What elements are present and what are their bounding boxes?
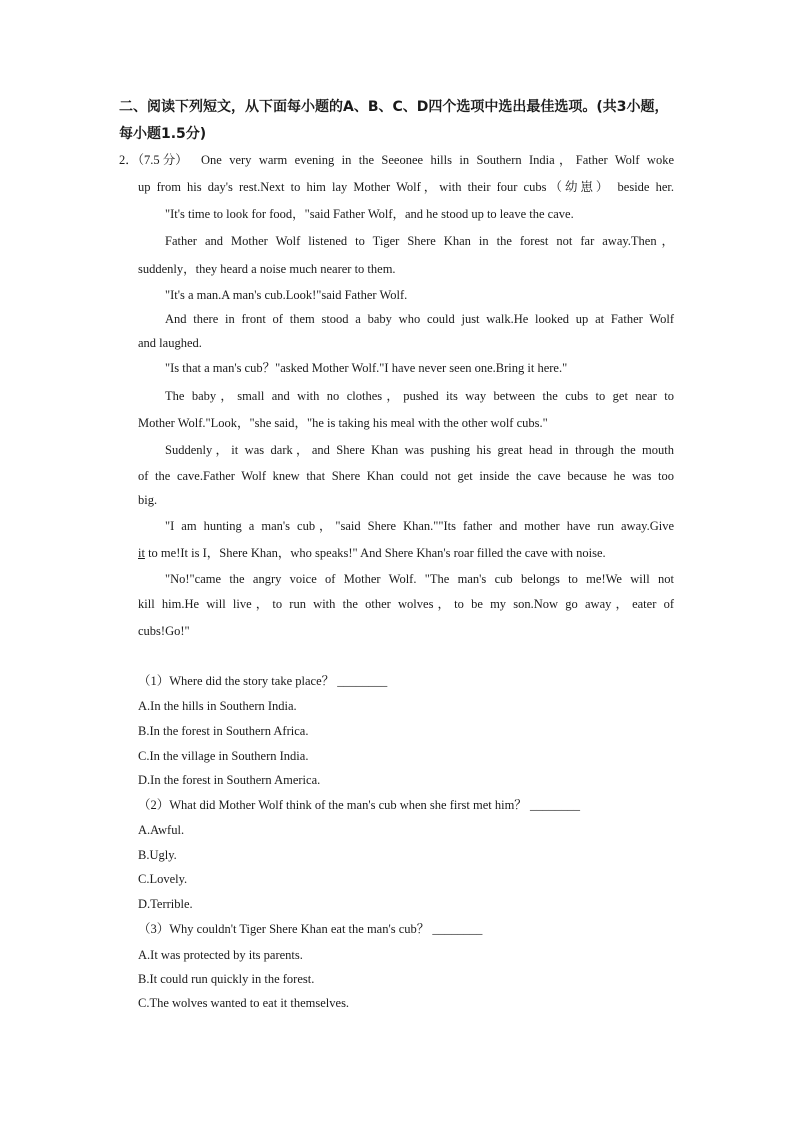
- question-intro-continued: up from his day's rest.Next to him lay Mother Wolf，with their four cubs（幼崽） beside her.: [138, 180, 674, 194]
- answer-blank[interactable]: ________: [432, 922, 483, 936]
- passage-paragraph-7-line-2: of the cave.Father Wolf knew that Shere Khan could not get inside the cave because he was too: [138, 469, 674, 483]
- option-a: A.Awful.: [138, 823, 185, 837]
- sub-question-2-text: （2）What did Mother Wolf think of the man's cub when she first met him？: [138, 798, 527, 812]
- option-a: A.It was protected by its parents.: [138, 948, 303, 962]
- passage-paragraph-9-line-3: cubs!Go!": [138, 624, 190, 638]
- sub-question-2-stem: [138, 797, 580, 813]
- answer-blank[interactable]: ________: [337, 674, 388, 688]
- passage-paragraph-6-line-1: The baby，small and with no clothes，pushed its way between the cubs to get near to: [165, 389, 674, 403]
- option-b: B.Ugly.: [138, 848, 177, 862]
- underlined-word: it: [138, 546, 145, 560]
- option-c: C.In the village in Southern India.: [138, 749, 309, 763]
- sub-question-1-text: （1）Where did the story take place？: [138, 674, 335, 688]
- passage-paragraph-4-line-1: And there in front of them stood a baby who could just walk.He looked up at Father Wolf: [165, 312, 674, 326]
- question-score: （7.5 分）: [137, 153, 188, 167]
- section-heading-line-2: 每小题1.5分): [119, 126, 207, 142]
- answer-blank[interactable]: ________: [529, 798, 580, 812]
- passage-paragraph-7-line-1: Suddenly，it was dark，and Shere Khan was pushing his great head in through the mouth: [165, 443, 674, 457]
- passage-paragraph-6-line-2: Mother Wolf."Look，"she said，"he is taking his meal with the other wolf cubs.": [138, 416, 548, 430]
- passage-paragraph-8-line-2: [138, 545, 606, 561]
- sub-question-1-stem: [138, 673, 387, 689]
- passage-paragraph-8-line-1: "I am hunting a man's cub，"said Shere Khan.""Its father and mother have run away.Give: [165, 519, 674, 533]
- sub-question-3-stem: [138, 921, 482, 937]
- passage-paragraph-8-line-2-rest: to me!It is I，Shere Khan，who speaks!" And Shere Khan's roar filled the cave with noise.: [144, 546, 606, 560]
- question-number-label: 2．: [119, 153, 138, 167]
- passage-paragraph-2-line-2: suddenly，they heard a noise much nearer to them.: [138, 262, 396, 276]
- section-heading-line-1: 二、阅读下列短文，从下面每小题的A、B、C、D四个选项中选出最佳选项。(共3小题，: [119, 99, 669, 115]
- option-c: C.The wolves wanted to eat it themselves.: [138, 996, 350, 1010]
- option-b: B.It could run quickly in the forest.: [138, 972, 315, 986]
- option-c: C.Lovely.: [138, 872, 188, 886]
- option-b: B.In the forest in Southern Africa.: [138, 724, 309, 738]
- option-d: D.In the forest in Southern America.: [138, 773, 321, 787]
- passage-paragraph-2-line-1: Father and Mother Wolf listened to Tiger Shere Khan in the forest not far away.Then，: [165, 234, 674, 248]
- passage-paragraph-4-line-2: and laughed.: [138, 336, 202, 350]
- passage-paragraph-9-line-2: kill him.He will live，to run with the other wolves，to be my son.Now go away，eater of: [138, 597, 674, 611]
- passage-paragraph-7-line-3: big.: [138, 493, 158, 507]
- option-a: A.In the hills in Southern India.: [138, 699, 297, 713]
- passage-paragraph-1: "It's time to look for food，"said Father Wolf，and he stood up to leave the cave.: [165, 207, 574, 221]
- question-intro: One very warm evening in the Seeonee hills in Southern India，Father Wolf woke: [201, 153, 674, 167]
- passage-paragraph-3: "It's a man.A man's cub.Look!"said Father Wolf.: [165, 288, 408, 302]
- question-number: [119, 152, 188, 168]
- passage-paragraph-9-line-1: "No!"came the angry voice of Mother Wolf. "The man's cub belongs to me!We will not: [165, 572, 674, 586]
- passage-paragraph-5: "Is that a man's cub？"asked Mother Wolf."I have never seen one.Bring it here.": [165, 361, 568, 375]
- sub-question-3-text: （3）Why couldn't Tiger Shere Khan eat the man's cub？: [138, 922, 430, 936]
- option-d: D.Terrible.: [138, 897, 193, 911]
